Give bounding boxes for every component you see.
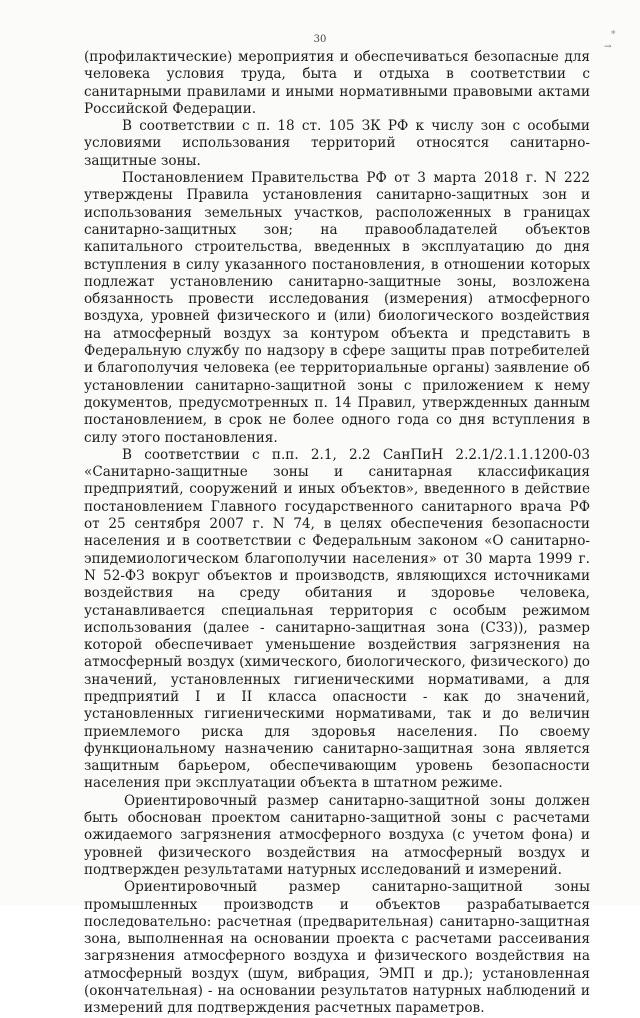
paragraph-development-stages: Ориентировочный размер санитарно-защитной зоны промышленных производств и объектов разрабатывается последовательно: расчетная (предварительная) санитарно-защитная зона, выполненная на основании проекта с расчетами рассеивания загрязнения атмосферного воздуха и физического воздействия на атмосферный воздух (шум, вибрация, ЭМП и др.); установленная (окончательная) - на основании результатов натурных наблюдений и измерений для подтверждения расчетных параметров. [84, 879, 590, 1017]
paragraph-continuation: (профилактические) мероприятия и обеспечиваться безопасные для человека условия труда, быта и отдыха в соответствии с санитарными правилами и иными нормативными правовыми актами Российской Федерации. [84, 49, 590, 117]
page-number: 30 [313, 34, 327, 45]
paragraph-government-decree: Постановлением Правительства РФ от 3 марта 2018 г. N 222 утверждены Правила установления санитарно-защитных зон и использования земельных участков, расположенных в границах санитарно-защитных зон; на правообладателей объектов капитального строительства, введенных в эксплуатацию до дня вступления в силу указанного постановления, в отношении которых подлежат установлению санитарно-защитные зоны, возложена обязанность провести исследования (измерения) атмосферного воздуха, уровней физического и (или) биологического воздействия на атмосферный воздух за контуром объекта и представить в Федеральную службу по надзору в сфере защиты прав потребителей и благополучия человека (ее территориальные органы) заявление об установлении санитарно-защитной зоны с приложением к нему документов, предусмотренных п. 14 Правил, утвержденных данным постановлением, в срок не более одного года со дня вступления в силу этого постановления. [84, 170, 590, 446]
paragraph-zk-rf: В соответствии с п. 18 ст. 105 ЗК РФ к числу зон с особыми условиями использования территорий относятся санитарно-защитные зоны. [84, 118, 590, 169]
paragraph-approximate-size: Ориентировочный размер санитарно-защитной зоны должен быть обоснован проектом санитарно-защитной зоны с расчетами ожидаемого загрязнения атмосферного воздуха (с учетом фона) и уровней физического воздействия на атмосферный воздух и подтвержден результатами натурных исследований и измерений. [84, 792, 590, 878]
corner-mark-top: * [611, 30, 616, 40]
document-body [84, 49, 590, 1018]
corner-mark-arrow: → [604, 42, 612, 52]
paragraph-sanpin: В соответствии с п.п. 2.1, 2.2 СанПиН 2.2.1/2.1.1.1200-03 «Санитарно-защитные зоны и санитарная классификация предприятий, сооружений и иных объектов», введенного в действие постановлением Главного государственного санитарного врача РФ от 25 сентября 2007 г. N 74, в целях обеспечения безопасности населения и в соответствии с Федеральным законом «О санитарно-эпидемиологическом благополучии населения» от 30 марта 1999 г. N 52-ФЗ вокруг объектов и производств, являющихся источниками воздействия на среду обитания и здоровье человека, устанавливается специальная территория с особым режимом использования (далее - санитарно-защитная зона (СЗЗ)), размер которой обеспечивает уменьшение воздействия загрязнения на атмосферный воздух (химического, биологического, физического) до значений, установленных гигиеническими нормативами, а для предприятий I и II класса опасности - как до значений, установленных гигиеническими нормативами, так и до величин приемлемого риска для здоровья населения. По своему функциональному назначению санитарно-защитная зона является защитным барьером, обеспечивающим уровень безопасности населения при эксплуатации объекта в штатном режиме. [84, 446, 590, 792]
